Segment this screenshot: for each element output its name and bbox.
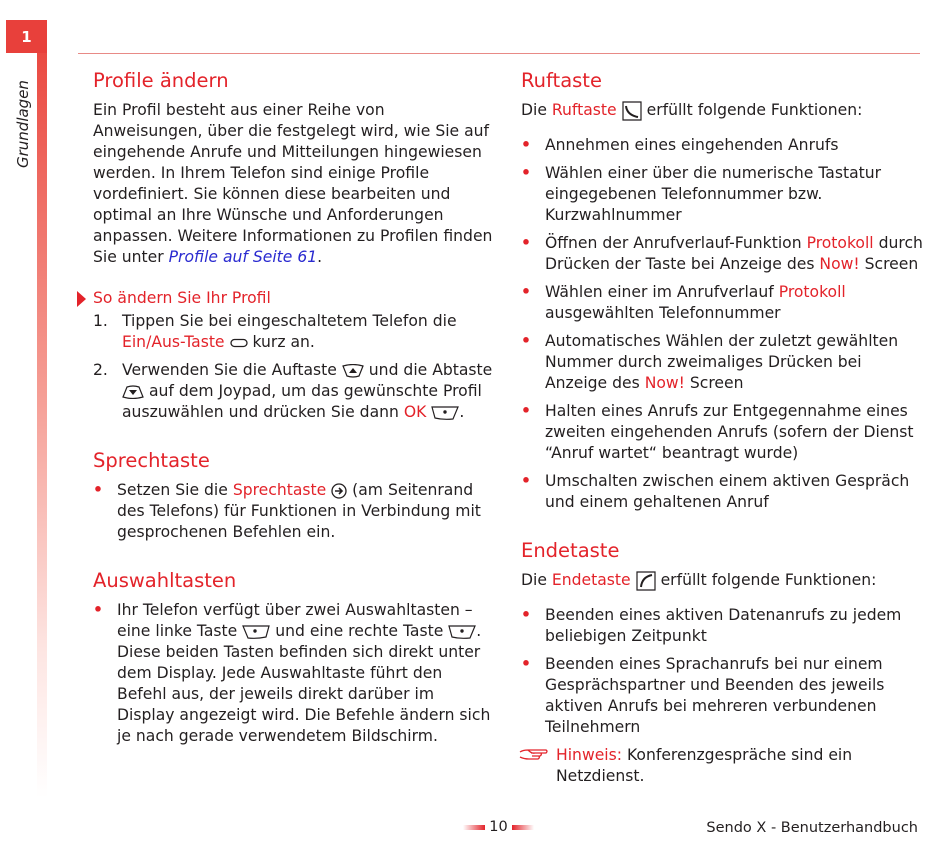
- ruf-intro: Die Ruftaste erfüllt folgende Funktionen:: [521, 101, 863, 119]
- steps-list: [93, 311, 493, 423]
- down-key-icon: [122, 385, 144, 399]
- power-key-label: Ein/Aus-Taste: [122, 333, 225, 351]
- call-key-label: Ruftaste: [551, 101, 617, 119]
- note-label: Hinweis:: [556, 746, 622, 764]
- power-key-icon: [230, 338, 248, 348]
- chapter-label: Grundlagen: [14, 80, 32, 168]
- left-column: [93, 68, 493, 754]
- end-intro: Die Endetaste erfüllt folgende Funktionen:: [521, 571, 877, 589]
- end-key-label: Endetaste: [551, 571, 631, 589]
- step-item: 1. Tippen Sie bei eingeschaltetem Telefon die Ein/Aus-Taste kurz an.: [93, 312, 457, 351]
- list-item: • Wählen einer über die numerische Tastatur eingegebenen Telefonnummer bzw. Kurzwahlnummer: [521, 164, 882, 224]
- left-softkey-icon: [242, 624, 270, 640]
- heading-sprechtaste: Sprechtaste: [93, 449, 210, 472]
- list-item: • Ihr Telefon verfügt über zwei Auswahltasten – eine linke Taste und eine rechte Taste . Diese beiden Tasten befinden sich direkt unter dem Display. Jede Auswahltaste führt den Befehl aus, der jeweils direkt darüber im Display angezeigt wird. Die Befehle ändern sich je nach gerade verwendetem Bildschirm.: [93, 601, 491, 745]
- right-softkey-icon: [431, 405, 459, 421]
- auswahl-list: [93, 600, 493, 747]
- chapter-number: 1: [21, 28, 32, 46]
- ruf-list: [521, 135, 926, 513]
- page-number: 10: [461, 819, 536, 835]
- list-item: • Setzen Sie die Sprechtaste (am Seitenrand des Telefons) für Funktionen in Verbindung mit gesprochenen Befehlen ein.: [93, 481, 481, 541]
- voice-key-icon: [331, 483, 347, 499]
- sprech-list: [93, 480, 493, 543]
- footer-bar-right: [512, 825, 534, 830]
- list-item: • Automatisches Wählen der zuletzt gewählten Nummer durch zweimaliges Drücken bei Anzeige des Now! Screen: [521, 332, 899, 392]
- pointing-hand-icon: [519, 746, 549, 762]
- ok-label: OK: [403, 403, 427, 421]
- howto-heading: So ändern Sie Ihr Profil: [93, 288, 493, 309]
- heading-endetaste: Endetaste: [521, 539, 620, 562]
- header-rule: [78, 53, 920, 54]
- list-item: • Annehmen eines eingehenden Anrufs: [521, 136, 839, 154]
- note-text: Konferenzgespräche sind ein Netzdienst.: [556, 746, 853, 785]
- chapter-tab: [6, 20, 47, 53]
- voice-key-label: Sprechtaste: [232, 481, 327, 499]
- right-column: [521, 68, 926, 787]
- profile-body: Ein Profil besteht aus einer Reihe von Anweisungen, über die festgelegt wird, wie Sie auf eingehende Anrufe und Mitteilungen hingewiesen werden. In Ihrem Telefon sind einige Profile vordefiniert. Sie können diese bearbeiten und optimal an Ihre Wünsche und Anforderungen anpassen. Weitere Informationen zu Profilen finden Sie unter Profile auf Seite 61.: [93, 101, 493, 266]
- footer-title: Sendo X - Benutzerhandbuch: [706, 820, 918, 836]
- list-item: • Halten eines Anrufs zur Entgegennahme eines zweiten eingehenden Anrufs (sofern der Dienst “Anruf wartet“ beantragt wurde): [521, 402, 914, 462]
- list-item: • Beenden eines aktiven Datenanrufs zu jedem beliebigen Zeitpunkt: [521, 606, 902, 645]
- up-key-icon: [342, 364, 364, 378]
- footer-bar-left: [463, 825, 485, 830]
- list-item: • Beenden eines Sprachanrufs bei nur einem Gesprächspartner und Beenden des jeweils aktiven Anrufs bei mehreren verbundenen Teilnehmern: [521, 655, 885, 736]
- list-item: • Wählen einer im Anrufverlauf Protokoll ausgewählten Telefonnummer: [521, 283, 846, 322]
- list-item: • Umschalten zwischen einem aktiven Gespräch und einem gehaltenen Anruf: [521, 472, 910, 511]
- note: [521, 745, 926, 787]
- heading-profile: Profile ändern: [93, 69, 229, 92]
- end-key-icon: [636, 571, 656, 591]
- heading-auswahltasten: Auswahltasten: [93, 569, 237, 592]
- list-item: • Öffnen der Anrufverlauf-Funktion Protokoll durch Drücken der Taste bei Anzeige des Now! Screen: [521, 234, 923, 273]
- step-item: 2. Verwenden Sie die Auftaste und die Abtaste auf dem Joypad, um das gewünschte Profil auszuwählen und drücken Sie dann OK .: [93, 361, 493, 421]
- profile-link[interactable]: Profile auf Seite 61: [168, 248, 318, 266]
- chapter-sidebar-bar: [37, 53, 47, 798]
- end-list: [521, 605, 926, 738]
- call-key-icon: [622, 101, 642, 121]
- right-softkey-icon: [448, 624, 476, 640]
- heading-ruftaste: Ruftaste: [521, 69, 602, 92]
